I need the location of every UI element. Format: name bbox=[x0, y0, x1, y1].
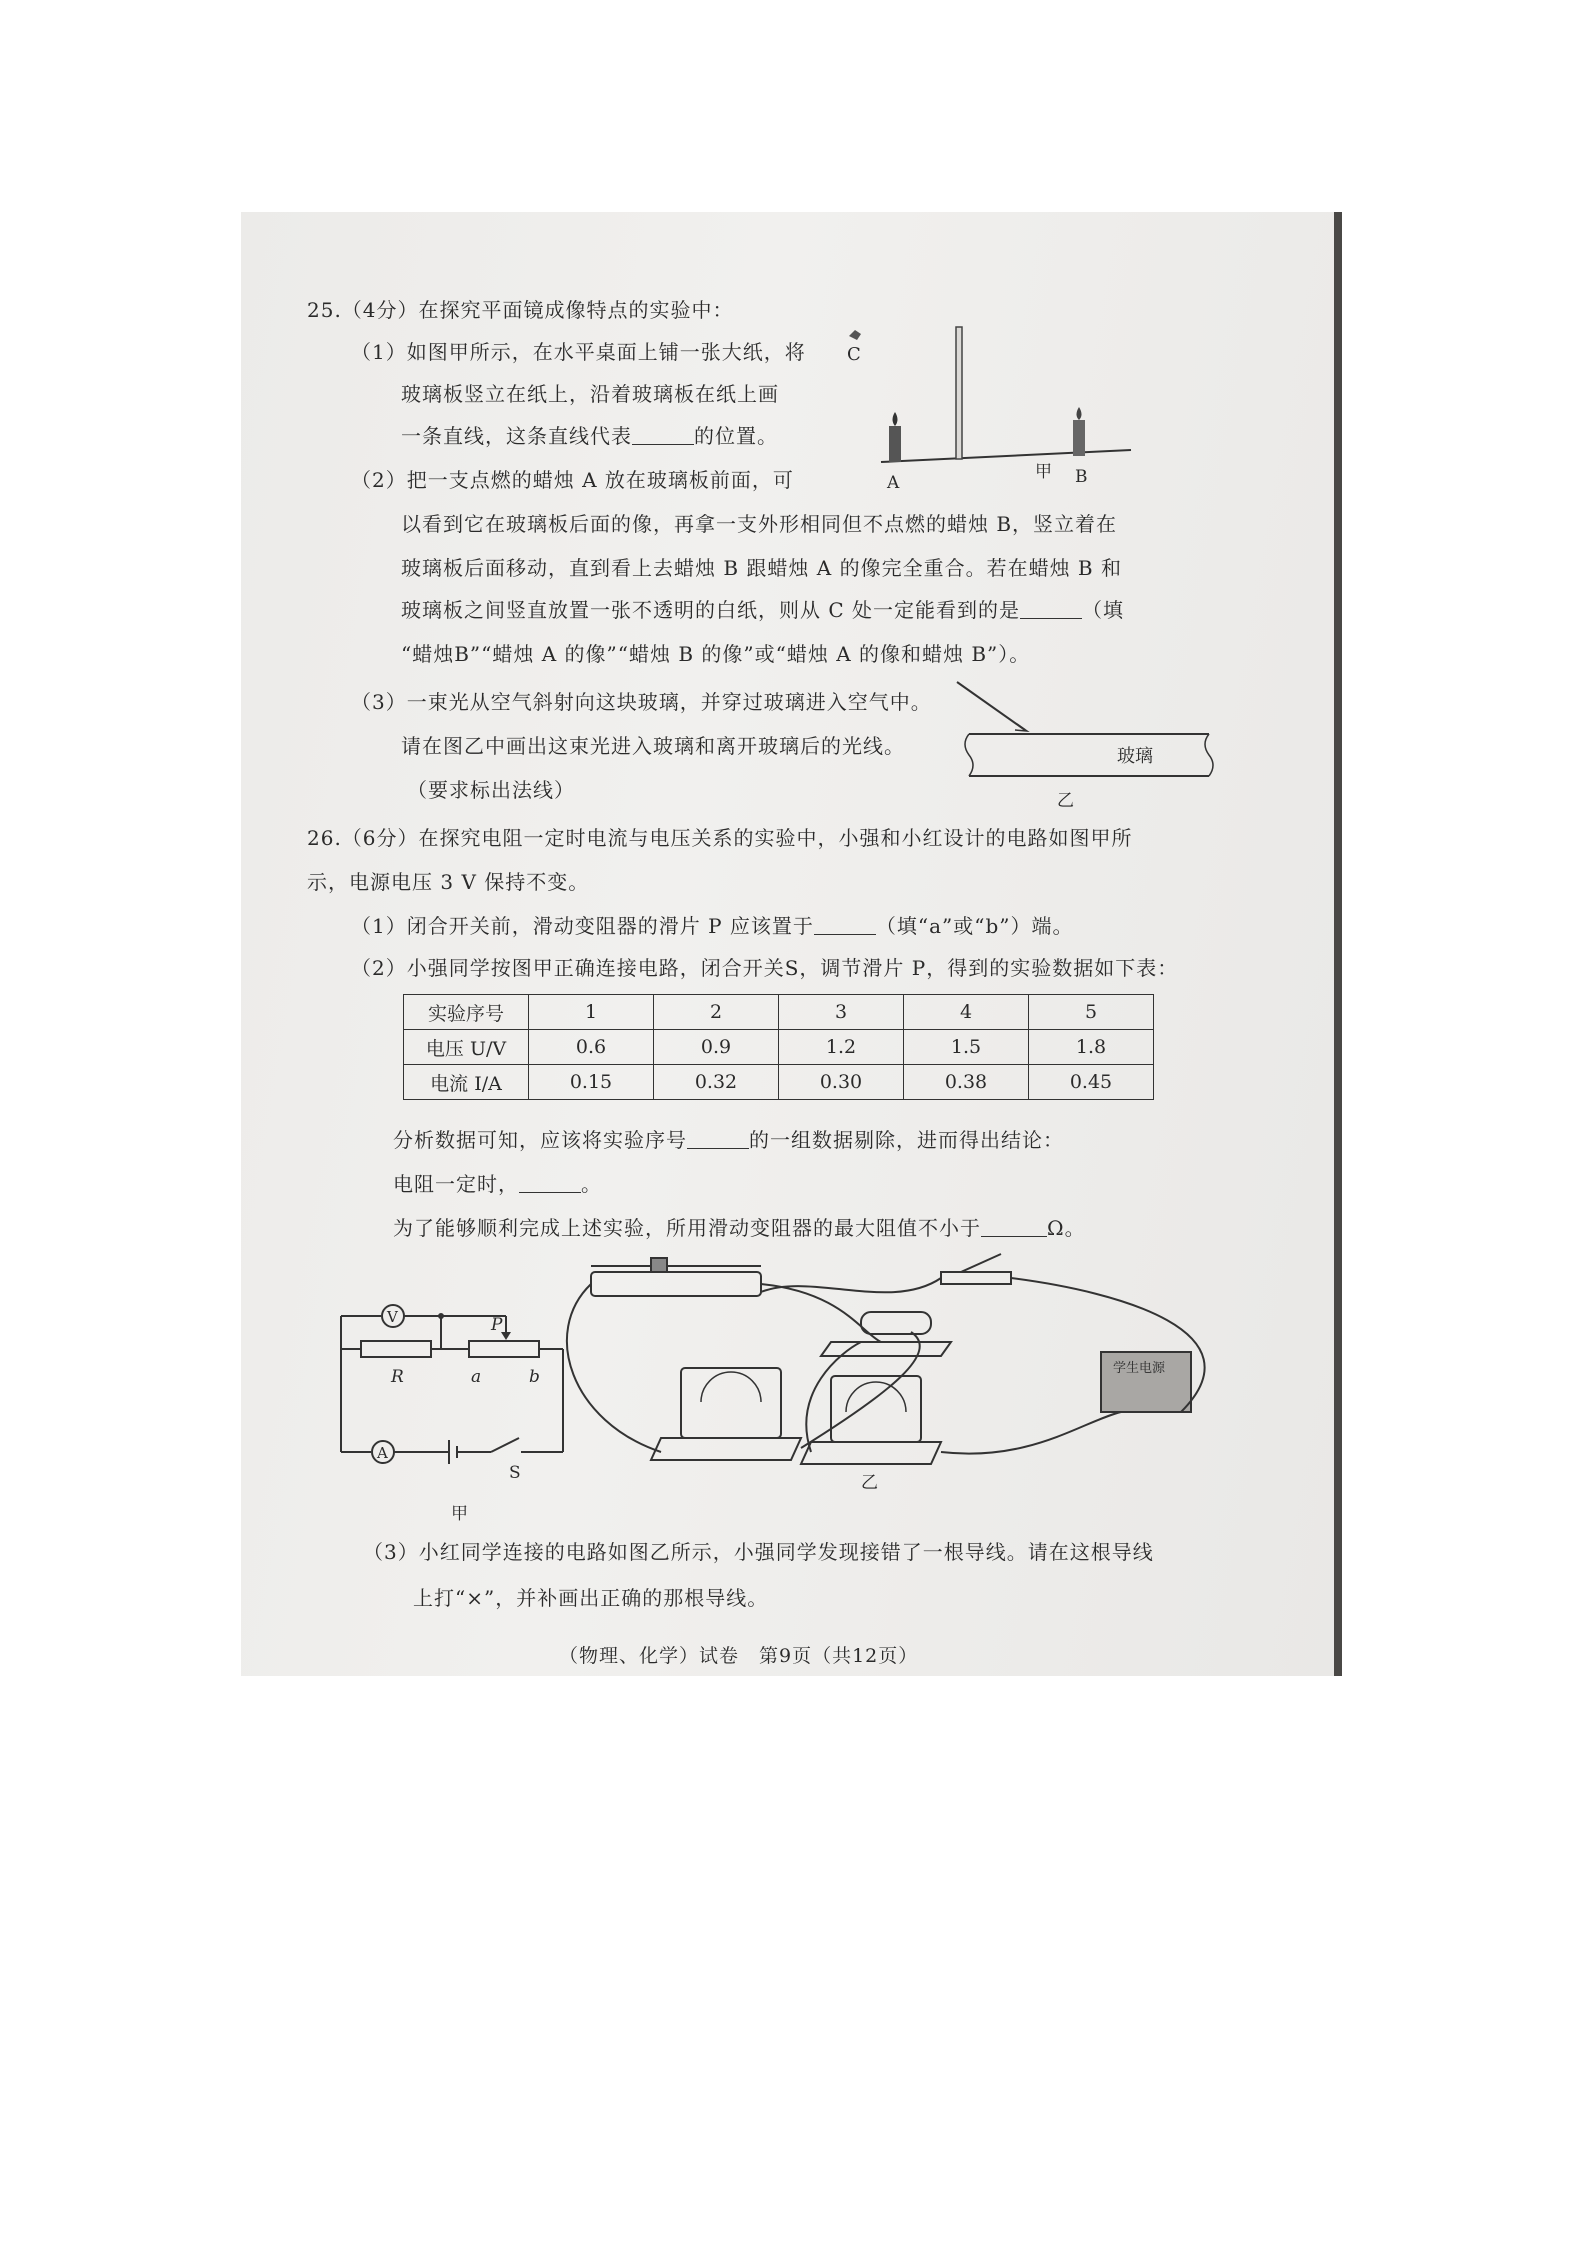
q25-p1-line2: 玻璃板竖立在纸上，沿着玻璃板在纸上画 bbox=[401, 382, 779, 406]
q25-p2-line2: 以看到它在玻璃板后面的像，再拿一支外形相同但不点燃的蜡烛 B，竖立着在 bbox=[401, 512, 1118, 536]
switch-s bbox=[491, 1438, 519, 1452]
table-cell: 0.45 bbox=[1029, 1065, 1154, 1100]
q25-p2-line5: “蜡烛B”“蜡烛 A 的像”“蜡烛 B 的像”或“蜡烛 A 的像和蜡烛 B”）。 bbox=[401, 642, 1031, 666]
table-cell: 0.32 bbox=[654, 1065, 779, 1100]
figure-b-caption: 乙 bbox=[1057, 791, 1074, 811]
voltmeter-box bbox=[681, 1368, 781, 1438]
answer-blank[interactable] bbox=[1020, 600, 1082, 619]
exam-page-photo bbox=[241, 212, 1342, 1676]
q26-resistance-end: Ω。 bbox=[1047, 1216, 1086, 1240]
q25-p2-line4 bbox=[401, 598, 1124, 622]
table-cell: 4 bbox=[904, 995, 1029, 1030]
q26-analysis-line2 bbox=[393, 1172, 602, 1196]
table-cell: 0.15 bbox=[529, 1065, 654, 1100]
rheostat-body bbox=[591, 1272, 761, 1296]
table-cell: 0.30 bbox=[779, 1065, 904, 1100]
q25-p1-line3-end: 的位置。 bbox=[694, 424, 778, 448]
q26-analysis-line3 bbox=[393, 1216, 1086, 1240]
table-row bbox=[404, 1065, 1154, 1100]
figure-a-caption: 甲 bbox=[1035, 462, 1053, 482]
table-cell: 电流 I/A bbox=[404, 1065, 529, 1100]
q25-p1-line3 bbox=[401, 424, 778, 448]
voltmeter-label: V bbox=[387, 1308, 398, 1326]
q26-analysis-end: 的一组数据剔除，进而得出结论： bbox=[749, 1128, 1064, 1152]
photo-dark-edge bbox=[1334, 212, 1342, 1676]
break-mark bbox=[1205, 734, 1213, 776]
end-a-label: a bbox=[471, 1367, 482, 1387]
q26-p2: （2）小强同学按图甲正确连接电路，闭合开关S，调节滑片 P，得到的实验数据如下表： bbox=[351, 956, 1179, 980]
slider-arrow-icon bbox=[501, 1332, 511, 1340]
q25-p1-line3-text: 一条直线，这条直线代表 bbox=[401, 424, 632, 448]
real-circuit-caption: 乙 bbox=[861, 1473, 878, 1493]
resistor-r bbox=[361, 1341, 431, 1357]
table-cell: 5 bbox=[1029, 995, 1154, 1030]
glass-label: 玻璃 bbox=[1117, 746, 1153, 767]
resistor-base bbox=[821, 1342, 951, 1356]
table-cell: 0.6 bbox=[529, 1030, 654, 1065]
ammeter-label: A bbox=[377, 1444, 388, 1462]
mirror-experiment-figure bbox=[841, 312, 1141, 492]
table-cell: 0.38 bbox=[904, 1065, 1029, 1100]
q25-p3-line3: （要求标出法线） bbox=[407, 778, 575, 802]
candle-b bbox=[1073, 420, 1085, 456]
q26-heading-line1: 26.（6分）在探究电阻一定时电流与电压关系的实验中，小强和小红设计的电路如图甲所 bbox=[307, 826, 1133, 850]
table-cell: 0.9 bbox=[654, 1030, 779, 1065]
table-cell: 2 bbox=[654, 995, 779, 1030]
q25-p2-line4-text: 玻璃板之间竖直放置一张不透明的白纸，则从 C 处一定能看到的是 bbox=[401, 598, 1021, 622]
incident-ray bbox=[957, 682, 1025, 730]
answer-blank[interactable] bbox=[687, 1130, 749, 1149]
q25-p3-line2: 请在图乙中画出这束光进入玻璃和离开玻璃后的光线。 bbox=[401, 734, 905, 758]
break-mark bbox=[965, 734, 973, 776]
label-b: B bbox=[1075, 467, 1088, 487]
answer-blank[interactable] bbox=[981, 1218, 1047, 1237]
q26-conclusion-end: 。 bbox=[581, 1172, 602, 1196]
resistor-label: R bbox=[391, 1367, 404, 1387]
table-cell: 1.8 bbox=[1029, 1030, 1154, 1065]
end-b-label: b bbox=[529, 1367, 540, 1387]
page-footer: （物理、化学）试卷 第9页（共12页） bbox=[559, 1645, 919, 1667]
q25-heading: 25.（4分）在探究平面镜成像特点的实验中： bbox=[307, 298, 734, 322]
table-cell: 实验序号 bbox=[404, 995, 529, 1030]
slider-label: P bbox=[491, 1315, 503, 1335]
glass-slab-figure bbox=[957, 682, 1217, 812]
power-supply-label: 学生电源 bbox=[1113, 1361, 1166, 1376]
q26-p3-line1: （3）小红同学连接的电路如图乙所示，小强同学发现接错了一根导线。请在这根导线 bbox=[363, 1540, 1154, 1564]
q25-p3-line1: （3）一束光从空气斜射向这块玻璃，并穿过玻璃进入空气中。 bbox=[351, 690, 932, 714]
data-table bbox=[403, 994, 1154, 1100]
candle-a bbox=[889, 426, 901, 462]
voltmeter-dial bbox=[701, 1372, 761, 1402]
q26-heading-line2: 示，电源电压 3 V 保持不变。 bbox=[307, 870, 590, 894]
table-cell: 3 bbox=[779, 995, 904, 1030]
q25-p2-line3: 玻璃板后面移动，直到看上去蜡烛 B 跟蜡烛 A 的像完全重合。若在蜡烛 B 和 bbox=[401, 556, 1122, 580]
wire bbox=[567, 1284, 661, 1452]
q26-resistance-text: 为了能够顺利完成上述实验，所用滑动变阻器的最大阻值不小于 bbox=[393, 1216, 981, 1240]
switch-base bbox=[941, 1272, 1011, 1284]
table-cell: 1 bbox=[529, 995, 654, 1030]
circuit-caption: 甲 bbox=[451, 1504, 469, 1524]
glass-plate bbox=[956, 327, 962, 459]
flame-icon bbox=[1077, 407, 1082, 420]
wire bbox=[801, 1332, 920, 1448]
rheostat bbox=[469, 1341, 539, 1357]
wire bbox=[761, 1284, 881, 1342]
answer-blank[interactable] bbox=[814, 916, 876, 935]
eye-icon bbox=[849, 330, 861, 340]
q25-p2-line4-end: （填 bbox=[1082, 598, 1125, 622]
table-cell: 1.5 bbox=[904, 1030, 1029, 1065]
circuit-diagram bbox=[341, 1302, 541, 1483]
label-a: A bbox=[887, 473, 900, 493]
real-circuit-figure bbox=[561, 1252, 1281, 1492]
wire bbox=[806, 1342, 861, 1452]
resistor bbox=[861, 1312, 931, 1334]
table-surface-line bbox=[881, 450, 1131, 462]
table-row bbox=[404, 995, 1154, 1030]
q26-conclusion-text: 电阻一定时， bbox=[393, 1172, 519, 1196]
ammeter-box bbox=[831, 1376, 921, 1442]
q26-p1-end: （填“a”或“b”）端。 bbox=[875, 914, 1074, 938]
q26-p3-line2: 上打“×”，并补画出正确的那根导线。 bbox=[413, 1586, 769, 1610]
switch-label: S bbox=[509, 1463, 521, 1483]
q25-p1-line1: （1）如图甲所示，在水平桌面上铺一张大纸，将 bbox=[351, 340, 806, 364]
q26-p1-text: （1）闭合开关前，滑动变阻器的滑片 P 应该置于 bbox=[351, 914, 814, 938]
answer-blank[interactable] bbox=[632, 426, 694, 445]
q26-p1 bbox=[351, 914, 1074, 938]
answer-blank[interactable] bbox=[519, 1174, 581, 1193]
table-row bbox=[404, 1030, 1154, 1065]
wire bbox=[941, 1412, 1121, 1454]
q25-p2-line1: （2）把一支点燃的蜡烛 A 放在玻璃板前面，可 bbox=[351, 468, 794, 492]
flame-icon bbox=[893, 412, 898, 426]
label-c: C bbox=[847, 344, 861, 365]
q26-analysis-text: 分析数据可知，应该将实验序号 bbox=[393, 1128, 687, 1152]
wire bbox=[761, 1278, 941, 1292]
table-cell: 1.2 bbox=[779, 1030, 904, 1065]
table-cell: 电压 U/V bbox=[404, 1030, 529, 1065]
q26-analysis-line1 bbox=[393, 1128, 1064, 1152]
